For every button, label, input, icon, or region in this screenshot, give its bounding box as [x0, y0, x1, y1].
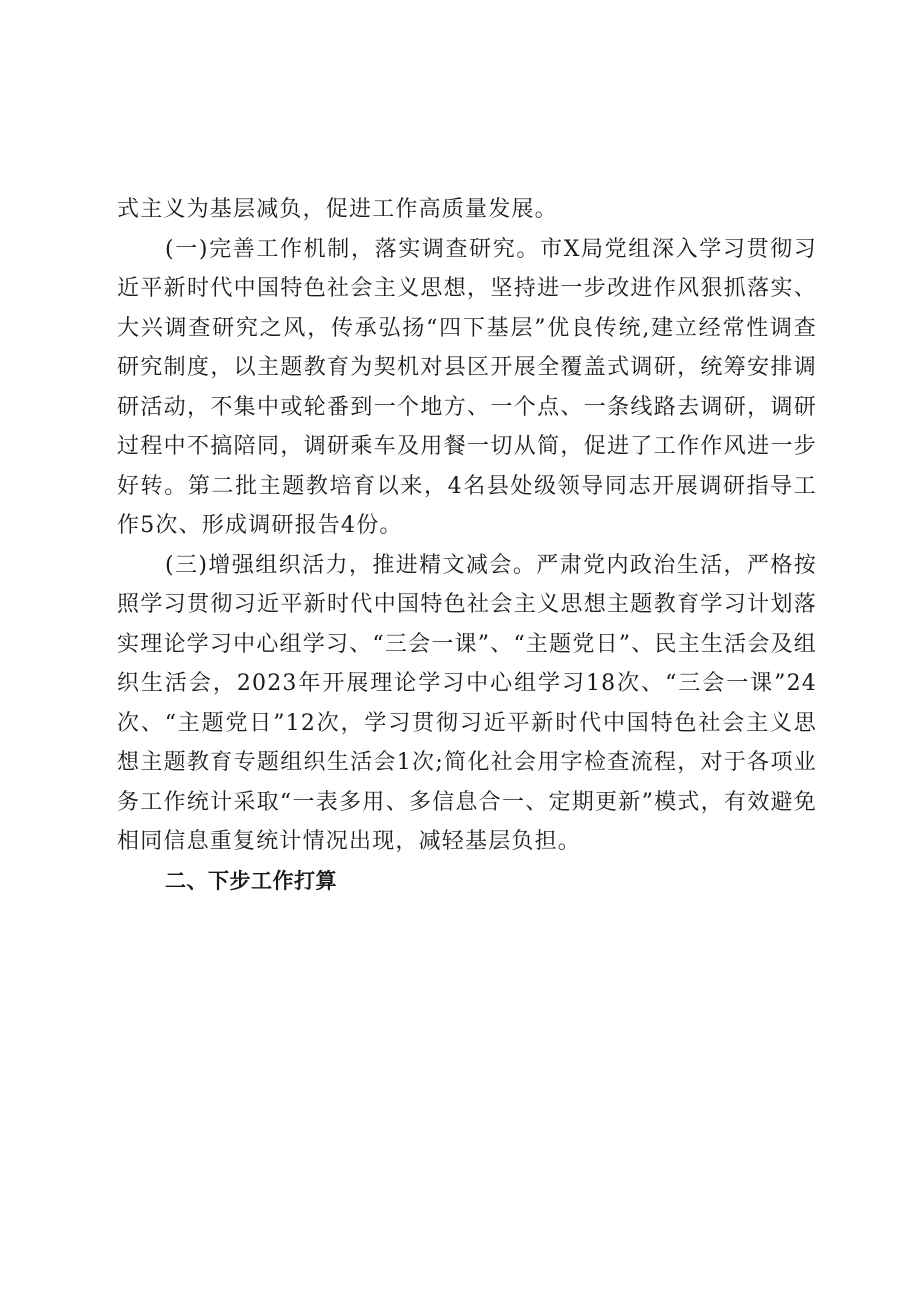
- paragraph-organization-vitality: (三)增强组织活力，推进精文减会。严肃党内政治生活，严格按照学习贯彻习近平新时代中国特色社会主义思想主题教育学习计划落实理论学习中心组学习、“三会一课”、“主题党日”、民主生活会及组织生活会，2023年开展理论学习中心组学习18次、“三会一课”24次、“主题党日”12次，学习贯彻习近平新时代中国特色社会主义思想主题教育专题组织生活会1次;简化社会用字检查流程，对于各项业务工作统计采取“一表多用、多信息合一、定期更新”模式，有效避免相同信息重复统计情况出现，减轻基层负担。: [117, 552, 817, 854]
- document-body: [117, 190, 817, 901]
- paragraph-work-mechanism: (一)完善工作机制，落实调查研究。市X局党组深入学习贯彻习近平新时代中国特色社会主义思想，坚持进一步改进作风狠抓落实、大兴调查研究之风，传承弘扬“四下基层”优良传统,建立经常性调查研究制度，以主题教育为契机对县区开展全覆盖式调研，统筹安排调研活动，不集中或轮番到一个地方、一个点、一条线路去调研，调研过程中不搞陪同，调研乘车及用餐一切从简，促进了工作作风进一步好转。第二批主题教培育以来，4名县处级领导同志开展调研指导工作5次、形成调研报告4份。: [117, 236, 817, 538]
- section-heading: 二、下步工作打算: [165, 868, 337, 893]
- paragraph-continuation: 式主义为基层减负，促进工作高质量发展。: [117, 197, 558, 222]
